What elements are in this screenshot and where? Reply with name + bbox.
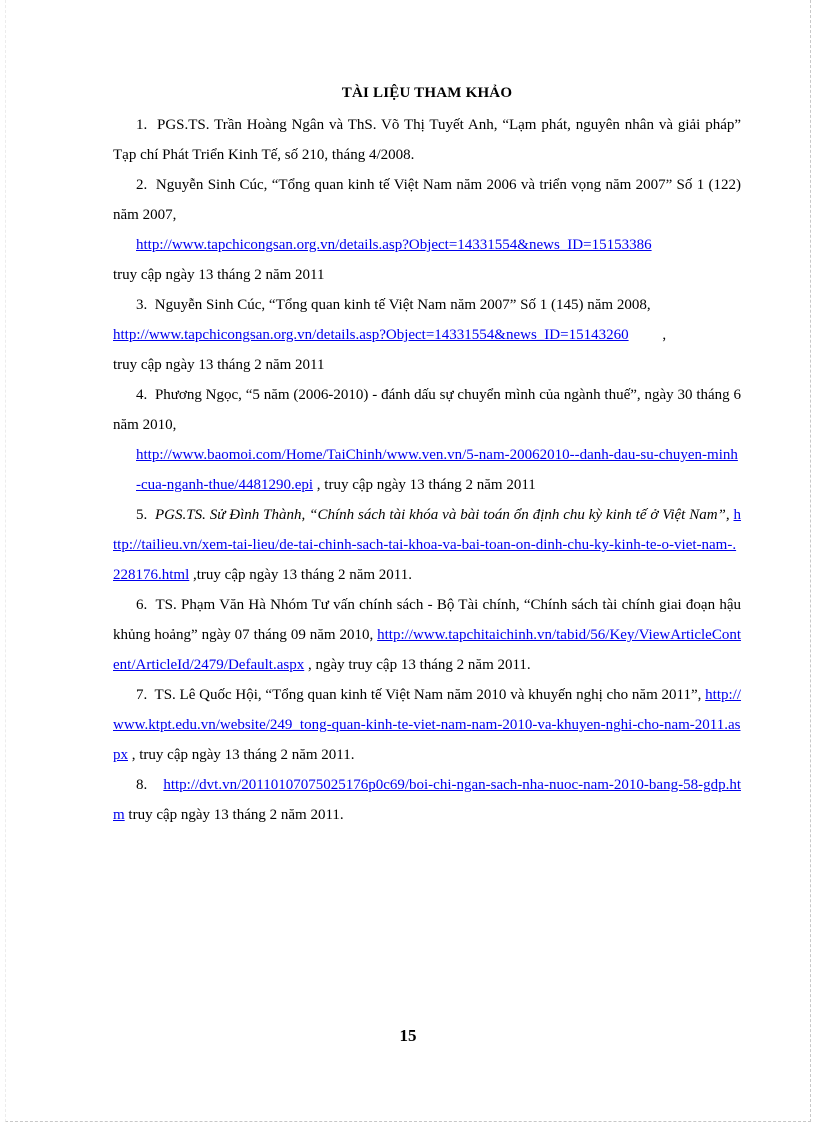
- ref-number: 2.: [136, 177, 148, 193]
- ref-link[interactable]: http://dvt.vn/20110107075025176p0c69/boi-chi-ngan-sach-nha-nuoc-nam-2010-bang-58-gdp.htm: [113, 777, 741, 823]
- ref-text: TS. Lê Quốc Hội, “Tổng quan kinh tế Việt Nam năm 2010 và khuyến nghị cho năm 2011”,: [154, 687, 702, 703]
- ref-text: PGS.TS. Trần Hoàng Ngân và ThS. Võ Thị Tuyết Anh, “Lạm phát, nguyên nhân và giải pháp” Tạp chí Phát Triển Kinh Tế, số 210, tháng 4/2008.: [113, 117, 742, 163]
- ref-link[interactable]: http://www.tapchitaichinh.vn/tabid/56/Key/ViewArticleContent/ArticleId/2479/Default.aspx: [113, 627, 742, 673]
- ref-access-date: , truy cập ngày 13 tháng 2 năm 2011: [316, 477, 536, 493]
- page-title: TÀI LIỆU THAM KHẢO: [341, 85, 513, 101]
- ref-number: 3.: [136, 297, 148, 313]
- ref-access-date: , ngày truy cập 13 tháng 2 năm 2011.: [307, 657, 531, 673]
- ref-link[interactable]: http://www.tapchicongsan.org.vn/details.asp?Object=14331554&news_ID=15153386: [136, 237, 652, 253]
- reference-6: [113, 590, 741, 680]
- reference-8: [113, 770, 741, 830]
- document-body: [113, 78, 741, 830]
- reference-2: [113, 170, 741, 290]
- page-number: 15: [399, 1026, 417, 1045]
- ref-text: Nguyễn Sinh Cúc, “Tổng quan kinh tế Việt Nam năm 2007” Số 1 (145) năm 2008,: [154, 297, 651, 313]
- ref-link[interactable]: http://tailieu.vn/xem-tai-lieu/de-tai-chinh-sach-tai-khoa-va-bai-toan-on-dinh-chu-ky-kinh-te-o-viet-nam-.228176.html: [113, 507, 742, 583]
- reference-5: [113, 500, 741, 590]
- ref-text: PGS.TS. Sử Đình Thành, “Chính sách tài khóa và bài toán ổn định chu kỳ kinh tế ở Việt Nam”,: [155, 507, 730, 523]
- reference-7: [113, 680, 741, 770]
- ref-text: TS. Phạm Văn Hà Nhóm Tư vấn chính sách - Bộ Tài chính, “Chính sách tài chính giai đoạn hậu khủng hoảng” ngày 07 tháng 09 năm 2010,: [113, 597, 741, 643]
- reference-4: [113, 380, 741, 500]
- ref-access-date: truy cập ngày 13 tháng 2 năm 2011.: [128, 807, 344, 823]
- reference-1: [113, 110, 741, 170]
- ref-link[interactable]: http://www.baomoi.com/Home/TaiChinh/www.ven.vn/5-nam-20062010--danh-dau-su-chuyen-minh-cua-nganh-thue/4481290.epi: [136, 447, 738, 493]
- ref-number: 8.: [136, 777, 148, 793]
- ref-text: Phương Ngọc, “5 năm (2006-2010) - đánh dấu sự chuyển mình của ngành thuế”, ngày 30 tháng 6 năm 2010,: [113, 387, 741, 433]
- ref-number: 5.: [136, 507, 148, 523]
- ref-number: 4.: [136, 387, 148, 403]
- ref-text: Nguyễn Sinh Cúc, “Tổng quan kinh tế Việt Nam năm 2006 và triển vọng năm 2007” Số 1 (122) năm 2007,: [113, 177, 742, 223]
- ref-access-date: ,truy cập ngày 13 tháng 2 năm 2011.: [193, 567, 412, 583]
- ref-number: 7.: [136, 687, 148, 703]
- reference-3: 3. Nguyễn Sinh Cúc, “Tổng quan kinh tế Việt Nam năm 2007” Số 1 (145) năm 2008, http://www.tapchicongsan.org.vn/details.asp?Object=14331554&news_ID=15143260 , truy cập ngày 13 tháng 2 năm 2011: [113, 297, 667, 373]
- ref-number: 1.: [136, 117, 148, 133]
- ref-number: 6.: [136, 597, 148, 613]
- ref-access-date: truy cập ngày 13 tháng 2 năm 2011: [113, 267, 325, 283]
- ref-access-date: , truy cập ngày 13 tháng 2 năm 2011.: [131, 747, 355, 763]
- ref-link[interactable]: http://www.ktpt.edu.vn/website/249_tong-quan-kinh-te-viet-nam-nam-2010-va-khuyen-nghi-cho-nam-2011.aspx: [113, 687, 742, 763]
- ref-link[interactable]: http://www.tapchicongsan.org.vn/details.asp?Object=14331554&news_ID=15143260: [113, 327, 629, 343]
- ref-access-date: truy cập ngày 13 tháng 2 năm 2011: [113, 357, 325, 373]
